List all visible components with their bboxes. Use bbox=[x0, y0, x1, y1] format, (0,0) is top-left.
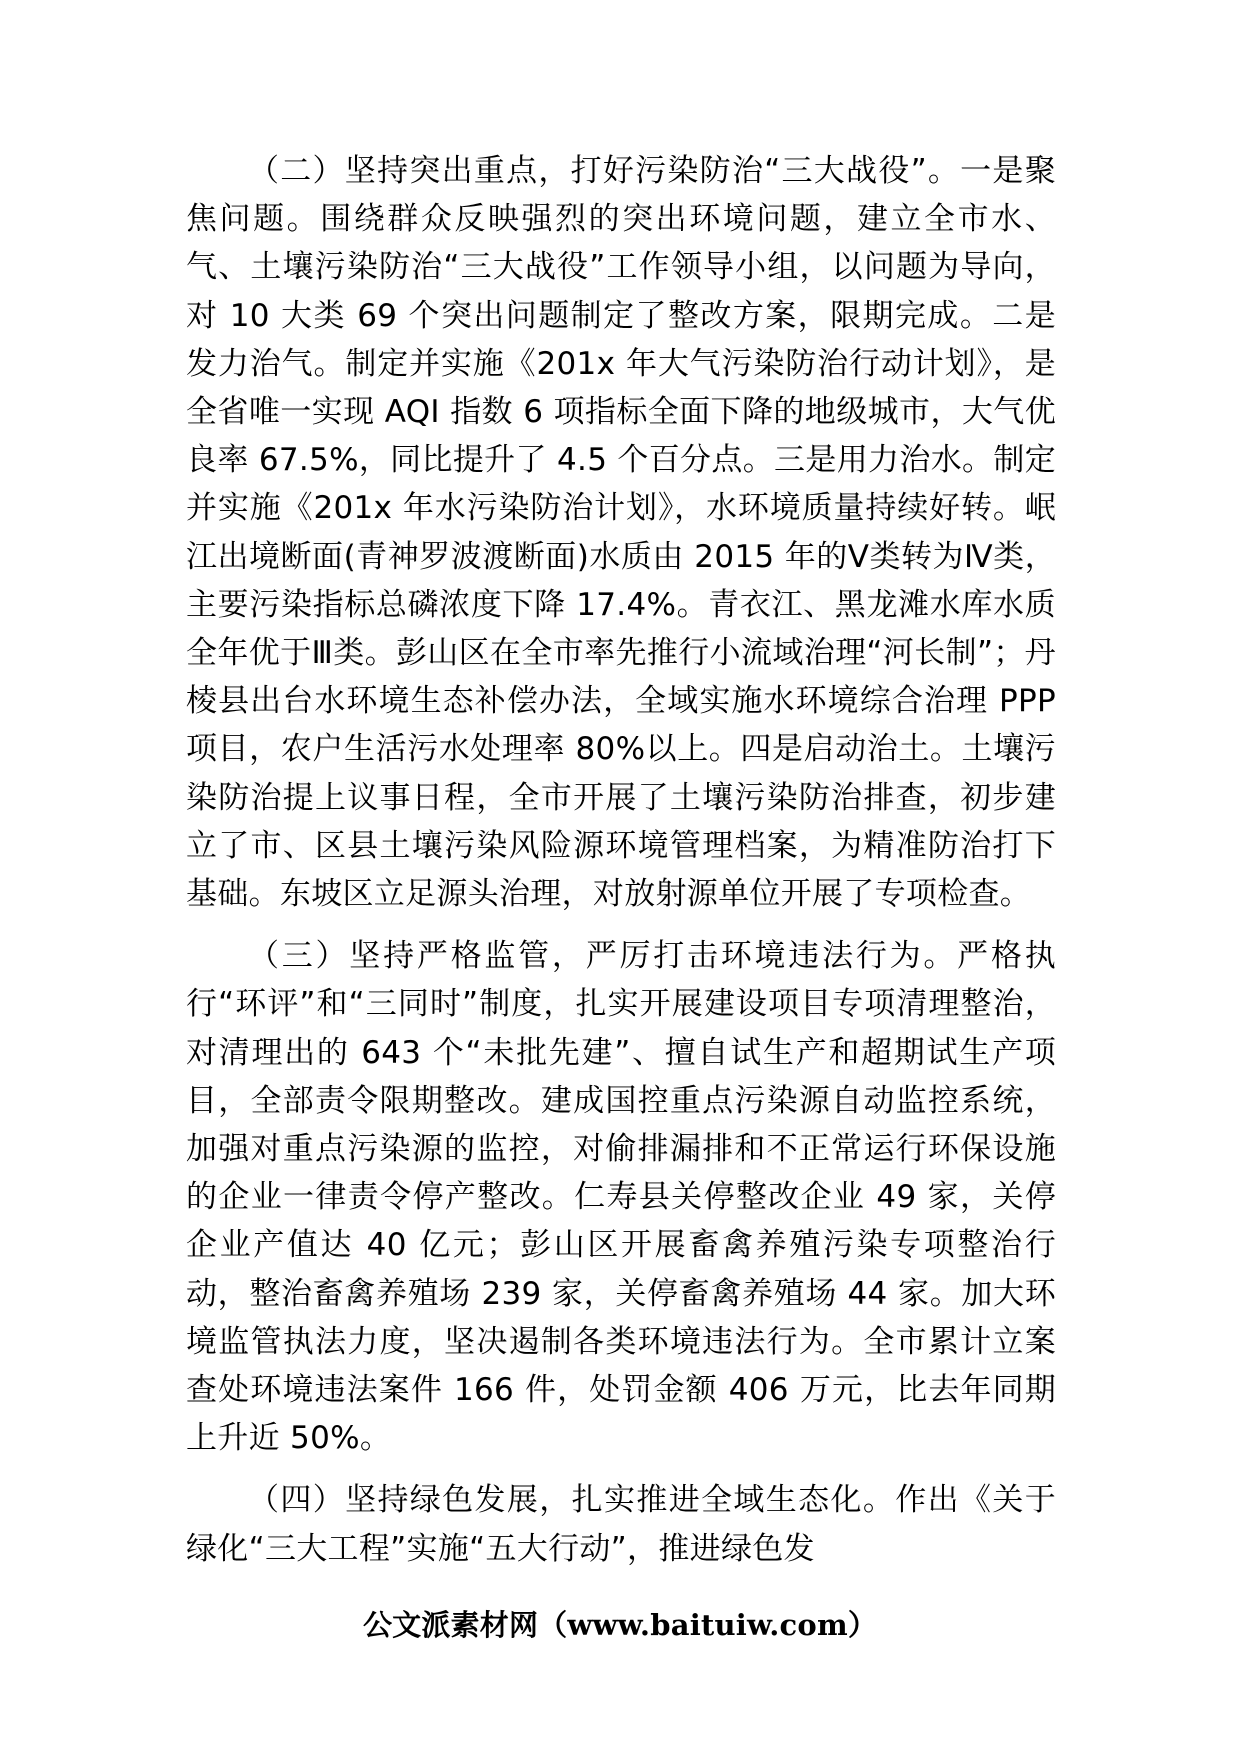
paragraph-section-3: （三）坚持严格监管，严厉打击环境违法行为。严格执行“环评”和“三同时”制度，扎实开展建设项目专项清理整治，对清理出的 643 个“未批先建”、擅自试生产和超期试生产项目，全部责令限期整改。建成国控重点污染源自动监控系统，加强对重点污染源的监控，对偷排漏排和不正常运行环保设施的企业一律责令停产整改。仁寿县关停整改企业 49 家，关停企业产值达 40 亿元；彭山区开展畜禽养殖污染专项整治行动，整治畜禽养殖场 239 家，关停畜禽养殖场 44 家。加大环境监管执法力度，坚决遏制各类环境违法行为。全市累计立案查处环境违法案件 166 件，处罚金额 406 万元，比去年同期上升近 50%。 bbox=[186, 938, 1056, 1457]
paragraph-section-2: （二）坚持突出重点，打好污染防治“三大战役”。一是聚焦问题。围绕群众反映强烈的突出环境问题，建立全市水、气、土壤污染防治“三大战役”工作领导小组，以问题为导向，对 10 大类 69 个突出问题制定了整改方案，限期完成。二是发力治气。制定并实施《201x 年大气污染防治行动计划》，是全省唯一实现 AQI 指数 6 项指标全面下降的地级城市，大气优良率 67.5%，同比提升了 4.5 个百分点。三是用力治水。制定并实施《201x 年水污染防治计划》，水环境质量持续好转。岷江出境断面(青神罗波渡断面)水质由 2015 年的Ⅴ类转为Ⅳ类，主要污染指标总磷浓度下降 17.4%。青衣江、黑龙滩水库水质全年优于Ⅲ类。彭山区在全市率先推行小流域治理“河长制”；丹棱县出台水环境生态补偿办法，全域实施水环境综合治理 PPP 项目，农户生活污水处理率 80%以上。四是启动治土。土壤污染防治提上议事日程，全市开展了土壤污染防治排查，初步建立了市、区县土壤污染风险源环境管理档案，为精准防治打下基础。东坡区立足源头治理，对放射源单位开展了专项检查。 bbox=[186, 153, 1056, 913]
paragraph-section-4: （四）坚持绿色发展，扎实推进全域生态化。作出《关于绿化“三大工程”实施“五大行动”，推进绿色发 bbox=[186, 1482, 1056, 1567]
footer-watermark: 公文派素材网（www.baituiw.com） bbox=[362, 1608, 878, 1642]
document-body bbox=[186, 147, 1056, 1573]
